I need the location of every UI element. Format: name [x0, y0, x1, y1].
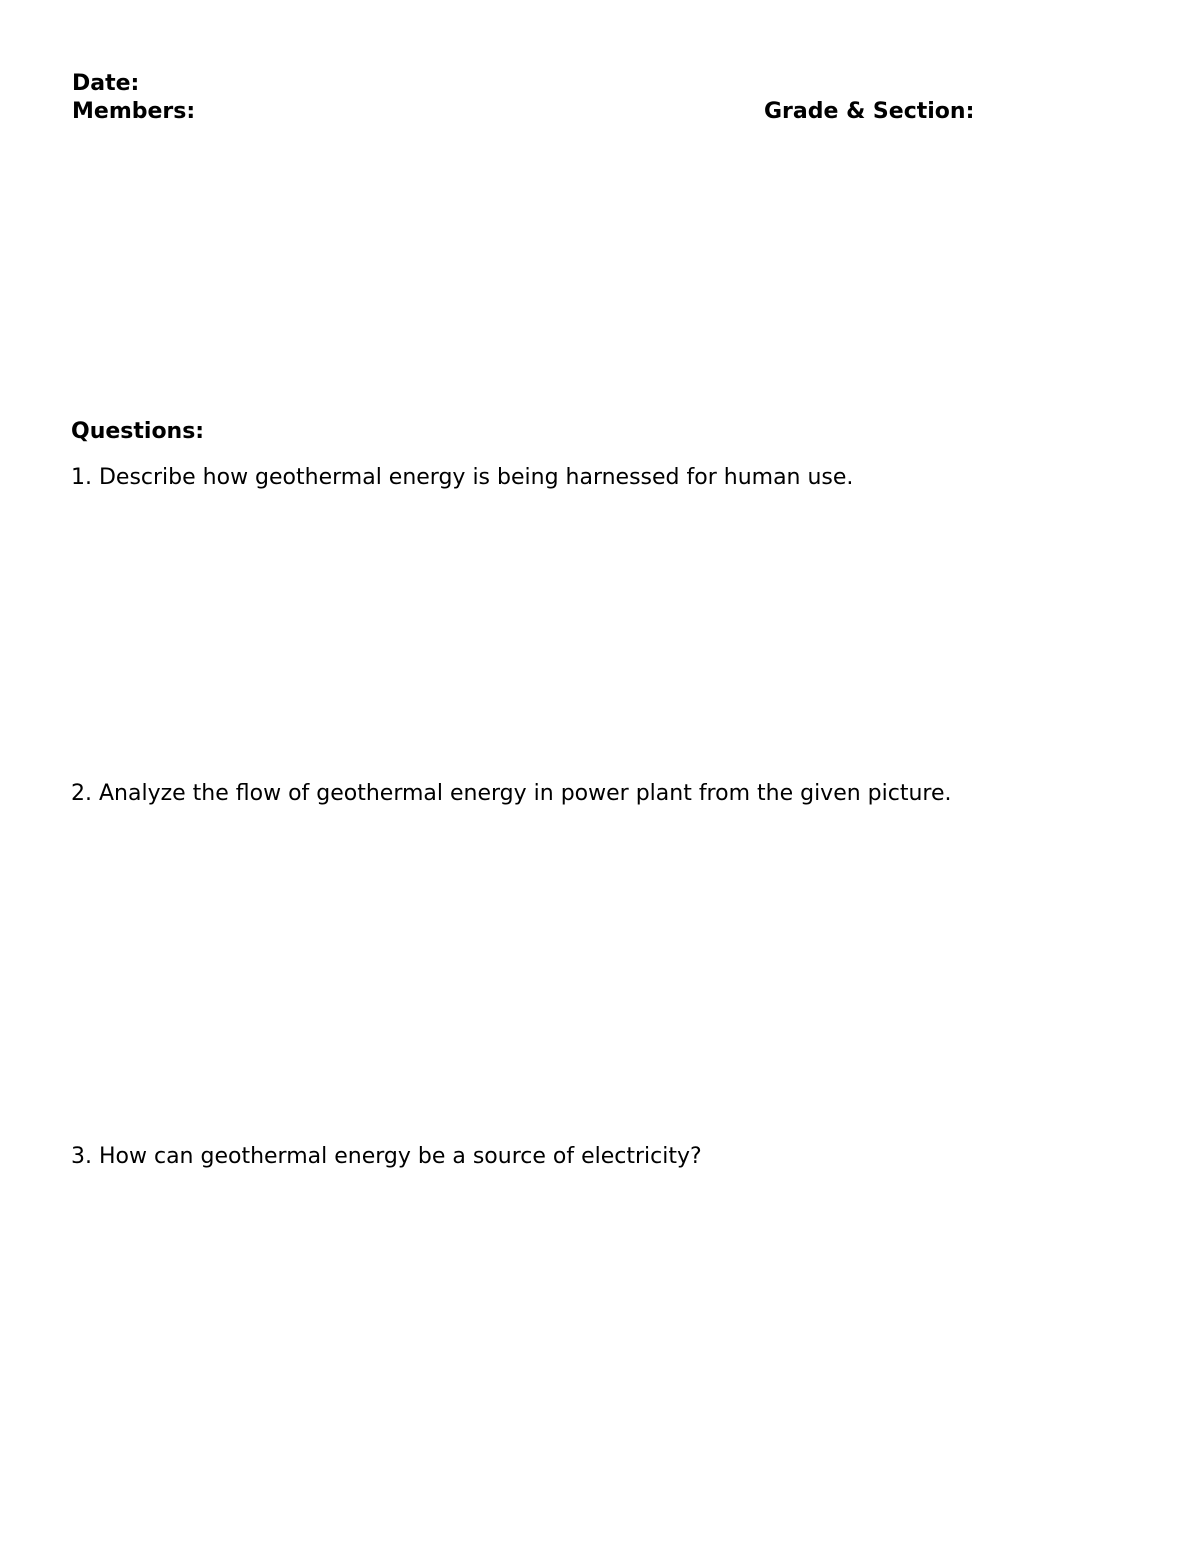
question-2: 2. Analyze the flow of geothermal energy in power plant from the given picture.	[71, 781, 952, 806]
question-3: 3. How can geothermal energy be a source of electricity?	[71, 1144, 702, 1169]
date-label: Date:	[72, 71, 140, 96]
grade-section-label: Grade & Section:	[764, 99, 975, 124]
question-1: 1. Describe how geothermal energy is being harnessed for human use.	[71, 465, 854, 490]
members-label: Members:	[72, 99, 196, 124]
questions-heading: Questions:	[71, 419, 205, 444]
